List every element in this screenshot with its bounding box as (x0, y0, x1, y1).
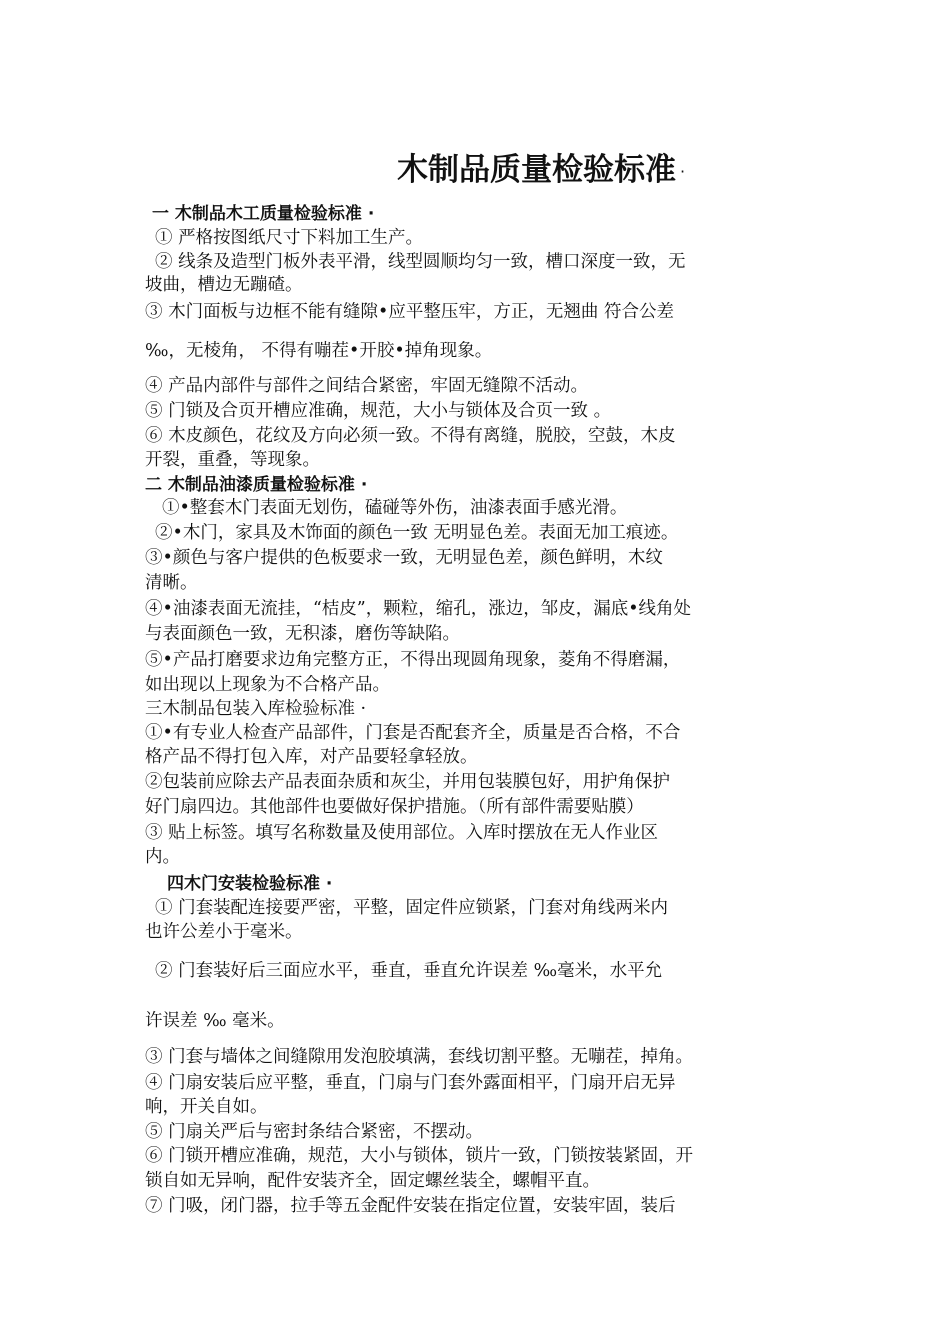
section-4-line: 也许公差小于毫米。 (145, 922, 303, 942)
section-3-line: ①•有专业人检查产品部件，门套是否配套齐全，质量是否合格，不合 (145, 723, 681, 743)
section-4-line: ⑤ 门扇关严后与密封条结合紧密，不摆动。 (145, 1122, 484, 1142)
section-4-heading: 四木门安装检验标准 · (167, 874, 333, 894)
section-4-line: ② 门套装好后三面应水平，垂直，垂直允许误差 ‰毫米，水平允 (155, 961, 663, 981)
section-4-line: ⑦ 门吸，闭门器，拉手等五金配件安装在指定位置，安装牢固，装后 (145, 1196, 676, 1216)
section-3-line: 内。 (145, 847, 180, 867)
section-3-line: 好门扇四边。其他部件也要做好保护措施。（所有部件需要贴膜） (145, 797, 644, 817)
section-2-line: ①•整套木门表面无划伤，磕碰等外伤，油漆表面手感光滑。 (162, 498, 628, 518)
section-4-line: ④ 门扇安装后应平整，垂直，门扇与门套外露面相平，门扇开启无异 (145, 1073, 676, 1093)
section-1-line: 坡曲，槽边无蹦碴。 (145, 275, 303, 295)
title-text: 木制品质量检验标准 (397, 152, 676, 188)
section-3-line: 格产品不得打包入库，对产品要轻拿轻放。 (145, 747, 478, 767)
section-4-line: ① 门套装配连接要严密，平整，固定件应锁紧，门套对角线两米内 (155, 898, 669, 918)
section-4-line: ⑥ 门锁开槽应准确，规范，大小与锁体，锁片一致，门锁按装紧固，开 (145, 1146, 694, 1166)
section-2-line: ③•颜色与客户提供的色板要求一致，无明显色差，颜色鲜明，木纹 (145, 548, 663, 568)
section-2-line: ④•油漆表面无流挂，“桔皮”，颗粒，缩孔，涨边，邹皮，漏底•线角处 (145, 599, 692, 619)
section-3-heading: 三木制品包装入库检验标准 · (145, 699, 367, 719)
section-1-line: ‰，无棱角， 不得有嘣茬•开胶•掉角现象。 (145, 341, 493, 361)
section-2-heading: 二 木制品油漆质量检验标准 · (145, 475, 368, 495)
section-1-line: ④ 产品内部件与部件之间结合紧密，牢固无缝隙不活动。 (145, 376, 589, 396)
section-4-line: 锁自如无异响，配件安装齐全，固定螺丝装全，螺帽平直。 (145, 1171, 600, 1191)
section-4-line: 响，开关自如。 (145, 1097, 268, 1117)
section-3-line: ③ 贴上标签。填写名称数量及使用部位。入库时摆放在无人作业区 (145, 823, 659, 843)
section-2-line: 如出现以上现象为不合格产品。 (145, 675, 390, 695)
document-title (397, 150, 685, 192)
section-4-line: ③ 门套与墙体之间缝隙用发泡胶填满，套线切割平整。无嘣茬，掉角。 (145, 1047, 694, 1067)
section-1-line: ⑥ 木皮颜色，花纹及方向必须一致。不得有离缝，脱胶，空鼓，木皮 (145, 426, 676, 446)
section-1-line: ② 线条及造型门板外表平滑，线型圆顺均匀一致，槽口深度一致，无 (155, 252, 686, 272)
section-4-line: 许误差 ‰ 毫米。 (145, 1011, 285, 1031)
section-2-line: ⑤•产品打磨要求边角完整方正，不得出现圆角现象，菱角不得磨漏， (145, 650, 681, 670)
section-3-line: ②包装前应除去产品表面杂质和灰尘，并用包装膜包好，用护角保护 (145, 772, 670, 792)
section-2-line: 清晰。 (145, 573, 198, 593)
section-1-line: 开裂，重叠，等现象。 (145, 450, 320, 470)
section-1-line: ⑤ 门锁及合页开槽应准确，规范，大小与锁体及合页一致 。 (145, 401, 612, 421)
section-1-line: ① 严格按图纸尺寸下料加工生产。 (155, 228, 424, 248)
section-2-line: ②•木门，家具及木饰面的颜色一致 无明显色差。表面无加工痕迹。 (155, 523, 679, 543)
section-1-line: ③ 木门面板与边框不能有缝隙•应平整压牢，方正，无翘曲 符合公差 (145, 302, 674, 322)
title-mark: · (680, 161, 686, 181)
section-2-line: 与表面颜色一致，无积漆，磨伤等缺陷。 (145, 624, 460, 644)
section-1-heading: 一 木制品木工质量检验标准 · (152, 204, 375, 224)
